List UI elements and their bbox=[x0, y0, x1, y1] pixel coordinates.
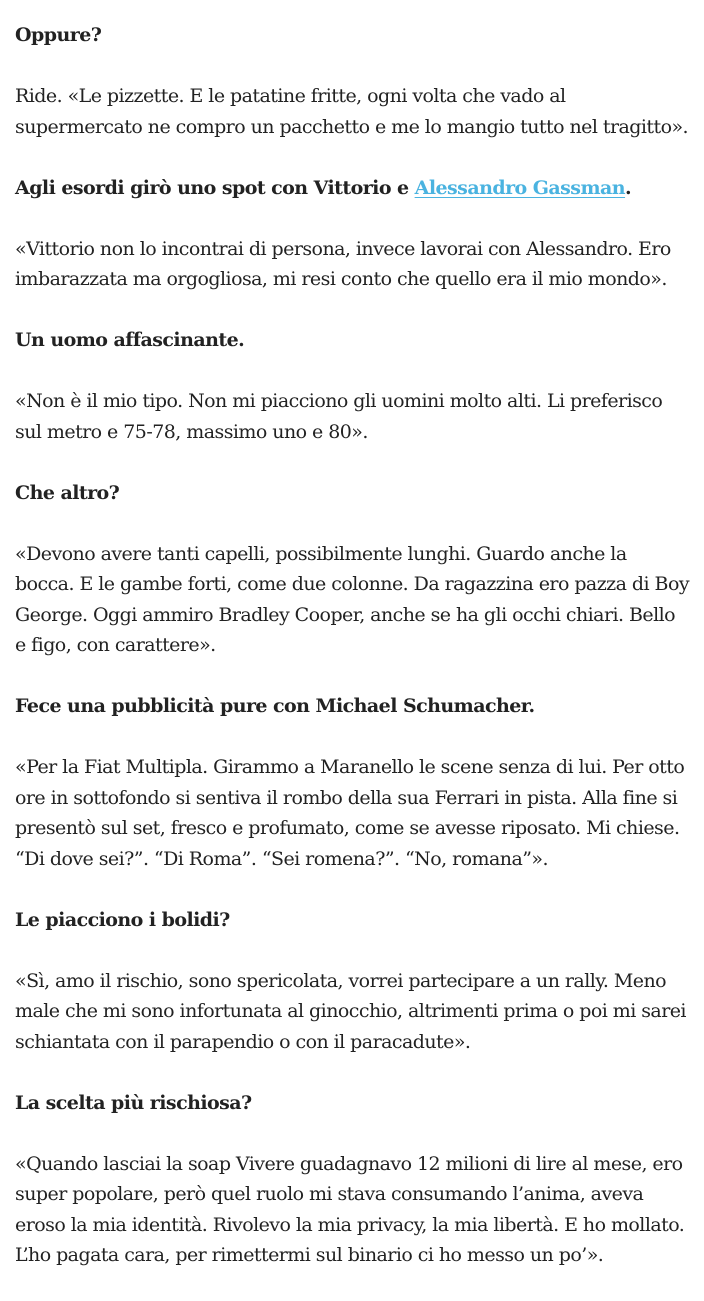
answer-6: «Sì, amo il rischio, sono spericolata, vorrei partecipare a un rally. Meno male che mi sono infortunata al ginocchio, altrimenti prima o poi mi sarei schiantata con il parapendio o con il paracadute». bbox=[15, 969, 686, 1053]
question-3: Un uomo affascinante. bbox=[15, 329, 245, 351]
answer-2: «Vittorio non lo incontrai di persona, invece lavorai con Alessandro. Ero imbarazzata ma orgogliosa, mi resi conto che quello era il mio mondo». bbox=[15, 237, 671, 290]
answer-5: «Per la Fiat Multipla. Girammo a Maranello le scene senza di lui. Per otto ore in sottofondo si sentiva il rombo della sua Ferrari in pista. Alla fine si presentò sul set, fresco e profumato, come se avesse riposato. Mi chiese. “Di dove sei?”. “Di Roma”. “Sei romena?”. “No, romana”». bbox=[15, 756, 685, 870]
question-5: Fece una pubblicità pure con Michael Schumacher. bbox=[15, 695, 535, 717]
question-7: La scelta più rischiosa? bbox=[15, 1091, 252, 1114]
article-body bbox=[15, 20, 691, 1301]
question-4: Che altro? bbox=[15, 481, 120, 504]
answer-1: Ride. «Le pizzette. E le patatine fritte, ogni volta che vado al supermercato ne compro un pacchetto e me lo mangio tutto nel tragitto». bbox=[15, 85, 689, 138]
question-2 bbox=[15, 173, 691, 204]
question-1: Oppure? bbox=[15, 24, 102, 46]
question-2-text: Agli esordi girò uno spot con Vittorio e bbox=[15, 176, 415, 199]
question-6: Le piacciono i bolidi? bbox=[15, 908, 230, 931]
answer-3: «Non è il mio tipo. Non mi piacciono gli uomini molto alti. Li preferisco sul metro e 75-78, massimo uno e 80». bbox=[15, 390, 663, 443]
answer-7: «Quando lasciai la soap Vivere guadagnavo 12 milioni di lire al mese, ero super popolare, però quel ruolo mi stava consumando l’anima, aveva eroso la mia identità. Rivolevo la mia privacy, la mia libertà. E ho mollato. L’ho pagata cara, per rimettermi sul binario ci ho messo un po’». bbox=[15, 1152, 685, 1266]
link-alessandro-gassman[interactable]: Alessandro Gassman bbox=[414, 176, 626, 199]
question-2-end: . bbox=[625, 176, 632, 199]
answer-4: «Devono avere tanti capelli, possibilmente lunghi. Guardo anche la bocca. E le gambe forti, come due colonne. Da ragazzina ero pazza di Boy George. Oggi ammiro Bradley Cooper, anche se ha gli occhi chiari. Bello e figo, con carattere». bbox=[15, 542, 690, 656]
